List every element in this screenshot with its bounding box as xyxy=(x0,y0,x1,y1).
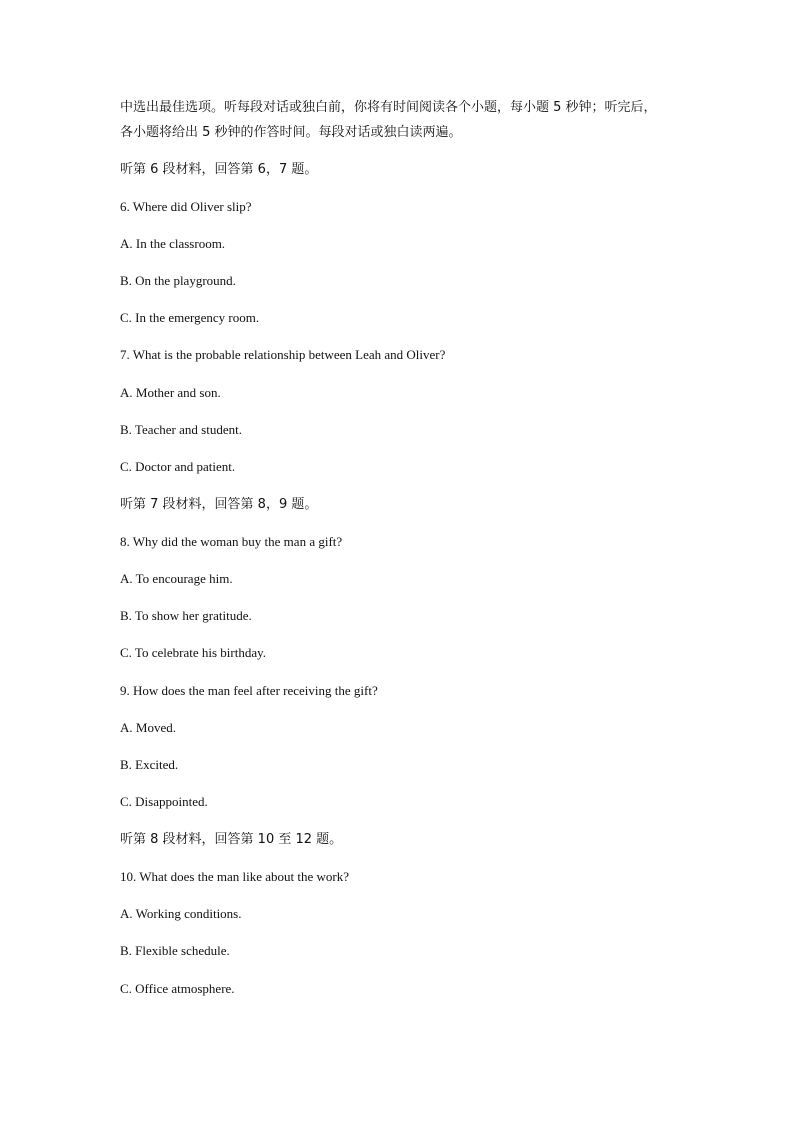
answer-option: C. Office atmosphere. xyxy=(120,981,235,996)
answer-option: C. Disappointed. xyxy=(120,794,208,809)
answer-option: A. Mother and son. xyxy=(120,385,221,400)
instructions-line-2: 各小题将给出 5 秒钟的作答时间。每段对话或独白读两遍。 xyxy=(120,125,462,140)
answer-option: B. Teacher and student. xyxy=(120,422,242,437)
answer-option: A. Working conditions. xyxy=(120,906,242,921)
answer-option: A. Moved. xyxy=(120,720,176,735)
question-stem: 9. How does the man feel after receiving the gift? xyxy=(120,683,378,698)
section-heading: 听第 8 段材料，回答第 10 至 12 题。 xyxy=(120,832,343,847)
answer-option: A. To encourage him. xyxy=(120,571,233,586)
answer-option: B. Flexible schedule. xyxy=(120,943,230,958)
answer-option: B. On the playground. xyxy=(120,273,236,288)
answer-option: B. To show her gratitude. xyxy=(120,608,252,623)
instructions-line-1: 中选出最佳选项。听每段对话或独白前，你将有时间阅读各个小题，每小题 5 秒钟；听完后， xyxy=(120,100,657,115)
question-stem: 7. What is the probable relationship between Leah and Oliver? xyxy=(120,347,446,362)
question-stem: 8. Why did the woman buy the man a gift? xyxy=(120,534,343,549)
section-heading: 听第 6 段材料，回答第 6，7 题。 xyxy=(120,162,318,177)
question-stem: 10. What does the man like about the work? xyxy=(120,869,350,884)
answer-option: C. Doctor and patient. xyxy=(120,459,236,474)
answer-option: B. Excited. xyxy=(120,757,179,772)
answer-option: A. In the classroom. xyxy=(120,236,226,251)
question-stem: 6. Where did Oliver slip? xyxy=(120,199,252,214)
answer-option: C. To celebrate his birthday. xyxy=(120,645,267,660)
section-heading: 听第 7 段材料，回答第 8，9 题。 xyxy=(120,497,318,512)
answer-option: C. In the emergency room. xyxy=(120,310,260,325)
